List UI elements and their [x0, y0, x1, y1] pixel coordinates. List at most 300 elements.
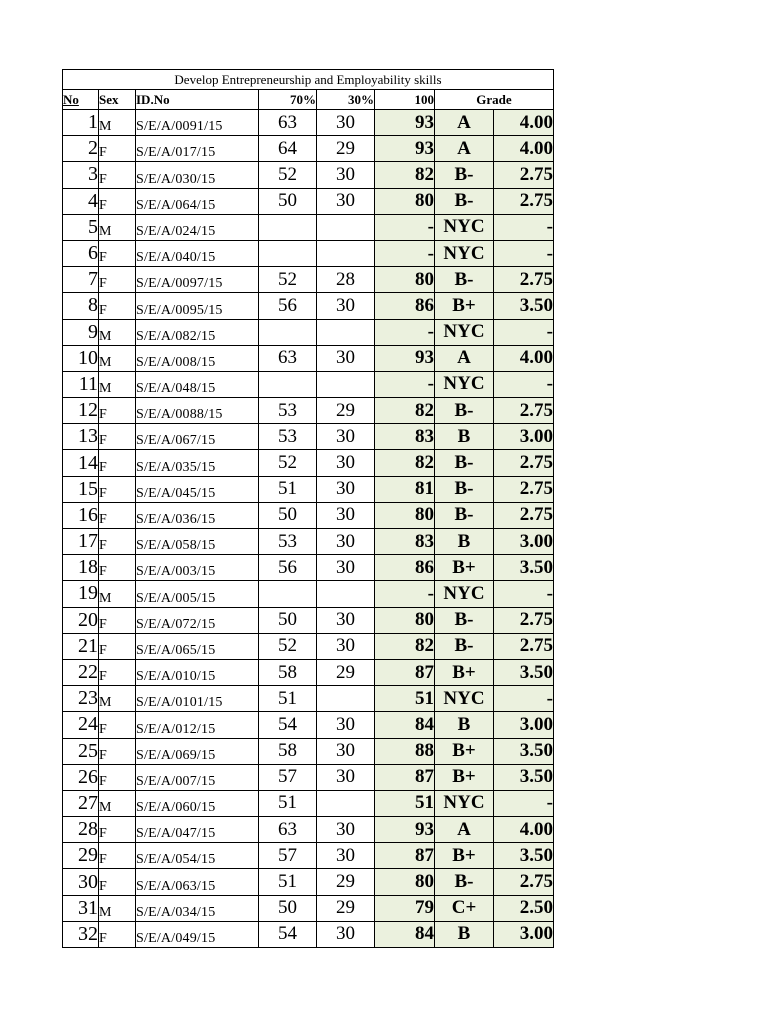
table-row: [63, 345, 554, 371]
score-30-cell: 30: [317, 450, 375, 476]
sex-cell: M: [99, 790, 136, 816]
row-number: 6: [63, 240, 99, 266]
row-number: 15: [63, 476, 99, 502]
total-100-cell: 87: [375, 843, 435, 869]
table-row: [63, 607, 554, 633]
grade-point-cell: 2.75: [494, 502, 554, 528]
score-30-cell: 30: [317, 921, 375, 947]
id-number-cell: S/E/A/035/15: [136, 450, 259, 476]
grade-point-cell: 2.75: [494, 633, 554, 659]
score-70-cell: 63: [259, 110, 317, 136]
score-30-cell: [317, 214, 375, 240]
sex-cell: F: [99, 502, 136, 528]
score-70-cell: 52: [259, 450, 317, 476]
id-number-cell: S/E/A/045/15: [136, 476, 259, 502]
row-number: 20: [63, 607, 99, 633]
letter-grade-cell: B-: [435, 267, 494, 293]
score-30-cell: 30: [317, 764, 375, 790]
score-70-cell: 51: [259, 869, 317, 895]
id-number-cell: S/E/A/010/15: [136, 659, 259, 685]
table-row: [63, 659, 554, 685]
row-number: 26: [63, 764, 99, 790]
table-row: [63, 267, 554, 293]
score-30-cell: 30: [317, 555, 375, 581]
table-row: [63, 686, 554, 712]
letter-grade-cell: NYC: [435, 319, 494, 345]
letter-grade-cell: NYC: [435, 214, 494, 240]
row-number: 12: [63, 398, 99, 424]
score-30-cell: 30: [317, 502, 375, 528]
score-70-cell: [259, 214, 317, 240]
table-row: [63, 110, 554, 136]
score-70-cell: [259, 319, 317, 345]
total-100-cell: 80: [375, 869, 435, 895]
table-row: [63, 843, 554, 869]
score-70-cell: 52: [259, 633, 317, 659]
id-number-cell: S/E/A/0101/15: [136, 686, 259, 712]
score-30-cell: [317, 581, 375, 607]
header-30-percent: 30%: [317, 90, 375, 110]
total-100-cell: 93: [375, 345, 435, 371]
total-100-cell: 83: [375, 424, 435, 450]
letter-grade-cell: B+: [435, 659, 494, 685]
id-number-cell: S/E/A/0097/15: [136, 267, 259, 293]
table-row: [63, 162, 554, 188]
table-row: [63, 502, 554, 528]
grade-point-cell: 2.75: [494, 188, 554, 214]
total-100-cell: 80: [375, 502, 435, 528]
table-row: [63, 293, 554, 319]
sex-cell: F: [99, 712, 136, 738]
grade-point-cell: -: [494, 581, 554, 607]
total-100-cell: 93: [375, 817, 435, 843]
row-number: 16: [63, 502, 99, 528]
id-number-cell: S/E/A/024/15: [136, 214, 259, 240]
id-number-cell: S/E/A/047/15: [136, 817, 259, 843]
table-row: [63, 555, 554, 581]
grade-point-cell: 3.50: [494, 843, 554, 869]
sex-cell: F: [99, 869, 136, 895]
total-100-cell: 83: [375, 529, 435, 555]
row-number: 30: [63, 869, 99, 895]
row-number: 32: [63, 921, 99, 947]
letter-grade-cell: B-: [435, 476, 494, 502]
row-number: 18: [63, 555, 99, 581]
score-30-cell: 30: [317, 817, 375, 843]
score-70-cell: 53: [259, 398, 317, 424]
id-number-cell: S/E/A/030/15: [136, 162, 259, 188]
score-30-cell: 30: [317, 345, 375, 371]
grade-point-cell: 2.75: [494, 450, 554, 476]
table-row: [63, 869, 554, 895]
score-70-cell: 52: [259, 162, 317, 188]
sex-cell: F: [99, 529, 136, 555]
grade-point-cell: 2.75: [494, 476, 554, 502]
sex-cell: F: [99, 240, 136, 266]
table-title: Develop Entrepreneurship and Employability skills: [63, 70, 554, 90]
sex-cell: F: [99, 843, 136, 869]
id-number-cell: S/E/A/0095/15: [136, 293, 259, 319]
total-100-cell: 79: [375, 895, 435, 921]
id-number-cell: S/E/A/065/15: [136, 633, 259, 659]
header-row: [63, 90, 554, 110]
grade-point-cell: -: [494, 319, 554, 345]
grade-point-cell: -: [494, 240, 554, 266]
table-row: [63, 790, 554, 816]
letter-grade-cell: B-: [435, 398, 494, 424]
table-row: [63, 371, 554, 397]
id-number-cell: S/E/A/0088/15: [136, 398, 259, 424]
id-number-cell: S/E/A/072/15: [136, 607, 259, 633]
score-70-cell: 53: [259, 424, 317, 450]
row-number: 23: [63, 686, 99, 712]
score-30-cell: 28: [317, 267, 375, 293]
sex-cell: F: [99, 607, 136, 633]
table-row: [63, 136, 554, 162]
grade-point-cell: 2.75: [494, 162, 554, 188]
row-number: 22: [63, 659, 99, 685]
total-100-cell: 80: [375, 267, 435, 293]
score-30-cell: 30: [317, 424, 375, 450]
letter-grade-cell: A: [435, 345, 494, 371]
grade-point-cell: 3.50: [494, 738, 554, 764]
header-total-100: 100: [375, 90, 435, 110]
row-number: 1: [63, 110, 99, 136]
letter-grade-cell: NYC: [435, 790, 494, 816]
score-30-cell: 30: [317, 476, 375, 502]
id-number-cell: S/E/A/034/15: [136, 895, 259, 921]
total-100-cell: 80: [375, 607, 435, 633]
score-70-cell: 63: [259, 345, 317, 371]
score-70-cell: 56: [259, 293, 317, 319]
id-number-cell: S/E/A/058/15: [136, 529, 259, 555]
letter-grade-cell: B-: [435, 607, 494, 633]
total-100-cell: 82: [375, 633, 435, 659]
grade-point-cell: 3.00: [494, 424, 554, 450]
score-70-cell: 57: [259, 843, 317, 869]
row-number: 27: [63, 790, 99, 816]
letter-grade-cell: B-: [435, 633, 494, 659]
letter-grade-cell: B+: [435, 738, 494, 764]
letter-grade-cell: A: [435, 110, 494, 136]
score-30-cell: 30: [317, 607, 375, 633]
total-100-cell: 88: [375, 738, 435, 764]
letter-grade-cell: B+: [435, 843, 494, 869]
row-number: 11: [63, 371, 99, 397]
total-100-cell: 84: [375, 921, 435, 947]
letter-grade-cell: A: [435, 136, 494, 162]
letter-grade-cell: NYC: [435, 371, 494, 397]
table-row: [63, 581, 554, 607]
letter-grade-cell: NYC: [435, 686, 494, 712]
sex-cell: F: [99, 738, 136, 764]
letter-grade-cell: B-: [435, 188, 494, 214]
id-number-cell: S/E/A/060/15: [136, 790, 259, 816]
table-row: [63, 633, 554, 659]
letter-grade-cell: B: [435, 712, 494, 738]
score-30-cell: 30: [317, 738, 375, 764]
id-number-cell: S/E/A/003/15: [136, 555, 259, 581]
sex-cell: F: [99, 633, 136, 659]
score-70-cell: 63: [259, 817, 317, 843]
sex-cell: F: [99, 162, 136, 188]
total-100-cell: -: [375, 240, 435, 266]
score-70-cell: [259, 371, 317, 397]
total-100-cell: -: [375, 319, 435, 345]
table-row: [63, 529, 554, 555]
row-number: 7: [63, 267, 99, 293]
row-number: 28: [63, 817, 99, 843]
table-row: [63, 240, 554, 266]
row-number: 17: [63, 529, 99, 555]
table-row: [63, 476, 554, 502]
total-100-cell: 80: [375, 188, 435, 214]
row-number: 24: [63, 712, 99, 738]
grade-point-cell: -: [494, 371, 554, 397]
table-row: [63, 817, 554, 843]
id-number-cell: S/E/A/069/15: [136, 738, 259, 764]
score-30-cell: 30: [317, 293, 375, 319]
table-row: [63, 214, 554, 240]
sex-cell: M: [99, 345, 136, 371]
grades-table: [62, 69, 554, 948]
table-title-row: [63, 70, 554, 90]
row-number: 4: [63, 188, 99, 214]
letter-grade-cell: B+: [435, 293, 494, 319]
id-number-cell: S/E/A/012/15: [136, 712, 259, 738]
row-number: 9: [63, 319, 99, 345]
score-70-cell: 58: [259, 659, 317, 685]
grade-point-cell: -: [494, 214, 554, 240]
sex-cell: F: [99, 921, 136, 947]
letter-grade-cell: B: [435, 424, 494, 450]
row-number: 31: [63, 895, 99, 921]
row-number: 14: [63, 450, 99, 476]
table-row: [63, 712, 554, 738]
total-100-cell: 87: [375, 659, 435, 685]
sex-cell: F: [99, 136, 136, 162]
score-70-cell: 51: [259, 686, 317, 712]
sex-cell: M: [99, 371, 136, 397]
sex-cell: F: [99, 476, 136, 502]
score-70-cell: 54: [259, 921, 317, 947]
row-number: 3: [63, 162, 99, 188]
score-30-cell: 30: [317, 843, 375, 869]
sex-cell: M: [99, 895, 136, 921]
row-number: 13: [63, 424, 99, 450]
header-sex: Sex: [99, 90, 136, 110]
score-30-cell: [317, 686, 375, 712]
grade-point-cell: -: [494, 790, 554, 816]
score-70-cell: 53: [259, 529, 317, 555]
letter-grade-cell: B-: [435, 869, 494, 895]
total-100-cell: 93: [375, 136, 435, 162]
table-row: [63, 450, 554, 476]
grade-point-cell: -: [494, 686, 554, 712]
letter-grade-cell: B+: [435, 764, 494, 790]
total-100-cell: 86: [375, 555, 435, 581]
grade-point-cell: 3.50: [494, 764, 554, 790]
table-row: [63, 895, 554, 921]
letter-grade-cell: B: [435, 921, 494, 947]
id-number-cell: S/E/A/008/15: [136, 345, 259, 371]
letter-grade-cell: B-: [435, 502, 494, 528]
id-number-cell: S/E/A/007/15: [136, 764, 259, 790]
score-30-cell: 30: [317, 529, 375, 555]
grade-point-cell: 2.50: [494, 895, 554, 921]
id-number-cell: S/E/A/005/15: [136, 581, 259, 607]
sex-cell: F: [99, 450, 136, 476]
total-100-cell: 86: [375, 293, 435, 319]
grade-point-cell: 2.75: [494, 398, 554, 424]
sex-cell: F: [99, 659, 136, 685]
table-row: [63, 424, 554, 450]
id-number-cell: S/E/A/082/15: [136, 319, 259, 345]
row-number: 8: [63, 293, 99, 319]
score-30-cell: 29: [317, 398, 375, 424]
id-number-cell: S/E/A/054/15: [136, 843, 259, 869]
table-row: [63, 188, 554, 214]
sex-cell: F: [99, 764, 136, 790]
header-70-percent: 70%: [259, 90, 317, 110]
id-number-cell: S/E/A/067/15: [136, 424, 259, 450]
score-70-cell: [259, 240, 317, 266]
score-30-cell: [317, 371, 375, 397]
letter-grade-cell: NYC: [435, 581, 494, 607]
sex-cell: F: [99, 188, 136, 214]
header-grade: Grade: [435, 90, 554, 110]
grade-point-cell: 3.00: [494, 712, 554, 738]
letter-grade-cell: B-: [435, 162, 494, 188]
score-30-cell: 29: [317, 869, 375, 895]
sex-cell: M: [99, 214, 136, 240]
sex-cell: M: [99, 319, 136, 345]
score-70-cell: 50: [259, 607, 317, 633]
table-row: [63, 921, 554, 947]
score-70-cell: 54: [259, 712, 317, 738]
grade-point-cell: 3.50: [494, 555, 554, 581]
grade-point-cell: 2.75: [494, 869, 554, 895]
total-100-cell: -: [375, 214, 435, 240]
letter-grade-cell: B+: [435, 555, 494, 581]
score-30-cell: [317, 319, 375, 345]
sex-cell: F: [99, 293, 136, 319]
sex-cell: M: [99, 581, 136, 607]
grade-point-cell: 3.50: [494, 659, 554, 685]
total-100-cell: 87: [375, 764, 435, 790]
table-row: [63, 398, 554, 424]
total-100-cell: 82: [375, 450, 435, 476]
total-100-cell: -: [375, 371, 435, 397]
grade-point-cell: 4.00: [494, 110, 554, 136]
total-100-cell: 82: [375, 162, 435, 188]
table-row: [63, 764, 554, 790]
grade-point-cell: 3.00: [494, 921, 554, 947]
total-100-cell: 51: [375, 790, 435, 816]
score-30-cell: 30: [317, 633, 375, 659]
total-100-cell: 51: [375, 686, 435, 712]
table-body: [63, 110, 554, 948]
grade-point-cell: 2.75: [494, 607, 554, 633]
score-70-cell: 51: [259, 476, 317, 502]
total-100-cell: -: [375, 581, 435, 607]
score-30-cell: [317, 240, 375, 266]
sex-cell: F: [99, 555, 136, 581]
grade-point-cell: 4.00: [494, 345, 554, 371]
id-number-cell: S/E/A/064/15: [136, 188, 259, 214]
row-number: 25: [63, 738, 99, 764]
sex-cell: M: [99, 110, 136, 136]
score-70-cell: 51: [259, 790, 317, 816]
table-row: [63, 319, 554, 345]
total-100-cell: 84: [375, 712, 435, 738]
score-30-cell: [317, 790, 375, 816]
score-70-cell: 56: [259, 555, 317, 581]
letter-grade-cell: C+: [435, 895, 494, 921]
row-number: 21: [63, 633, 99, 659]
sex-cell: F: [99, 817, 136, 843]
grade-point-cell: 4.00: [494, 136, 554, 162]
grade-point-cell: 4.00: [494, 817, 554, 843]
table-row: [63, 738, 554, 764]
id-number-cell: S/E/A/048/15: [136, 371, 259, 397]
score-70-cell: 52: [259, 267, 317, 293]
score-70-cell: 50: [259, 188, 317, 214]
grade-point-cell: 2.75: [494, 267, 554, 293]
id-number-cell: S/E/A/0091/15: [136, 110, 259, 136]
id-number-cell: S/E/A/063/15: [136, 869, 259, 895]
id-number-cell: S/E/A/036/15: [136, 502, 259, 528]
sex-cell: F: [99, 398, 136, 424]
row-number: 5: [63, 214, 99, 240]
grade-point-cell: 3.50: [494, 293, 554, 319]
score-30-cell: 30: [317, 162, 375, 188]
row-number: 29: [63, 843, 99, 869]
score-70-cell: 57: [259, 764, 317, 790]
sex-cell: F: [99, 424, 136, 450]
score-30-cell: 30: [317, 110, 375, 136]
score-30-cell: 29: [317, 136, 375, 162]
header-no: No: [63, 90, 99, 110]
score-70-cell: 50: [259, 895, 317, 921]
score-70-cell: 64: [259, 136, 317, 162]
score-30-cell: 30: [317, 712, 375, 738]
row-number: 10: [63, 345, 99, 371]
header-id-no: [136, 90, 259, 110]
sex-cell: M: [99, 686, 136, 712]
id-number-cell: S/E/A/040/15: [136, 240, 259, 266]
score-30-cell: 30: [317, 188, 375, 214]
total-100-cell: 81: [375, 476, 435, 502]
letter-grade-cell: NYC: [435, 240, 494, 266]
score-70-cell: 50: [259, 502, 317, 528]
letter-grade-cell: B-: [435, 450, 494, 476]
total-100-cell: 93: [375, 110, 435, 136]
score-30-cell: 29: [317, 895, 375, 921]
letter-grade-cell: B: [435, 529, 494, 555]
row-number: 19: [63, 581, 99, 607]
score-70-cell: [259, 581, 317, 607]
score-70-cell: 58: [259, 738, 317, 764]
total-100-cell: 82: [375, 398, 435, 424]
sex-cell: F: [99, 267, 136, 293]
letter-grade-cell: A: [435, 817, 494, 843]
id-number-cell: S/E/A/049/15: [136, 921, 259, 947]
score-30-cell: 29: [317, 659, 375, 685]
header-id-no-label: ID.No: [136, 91, 170, 107]
id-number-cell: S/E/A/017/15: [136, 136, 259, 162]
row-number: 2: [63, 136, 99, 162]
